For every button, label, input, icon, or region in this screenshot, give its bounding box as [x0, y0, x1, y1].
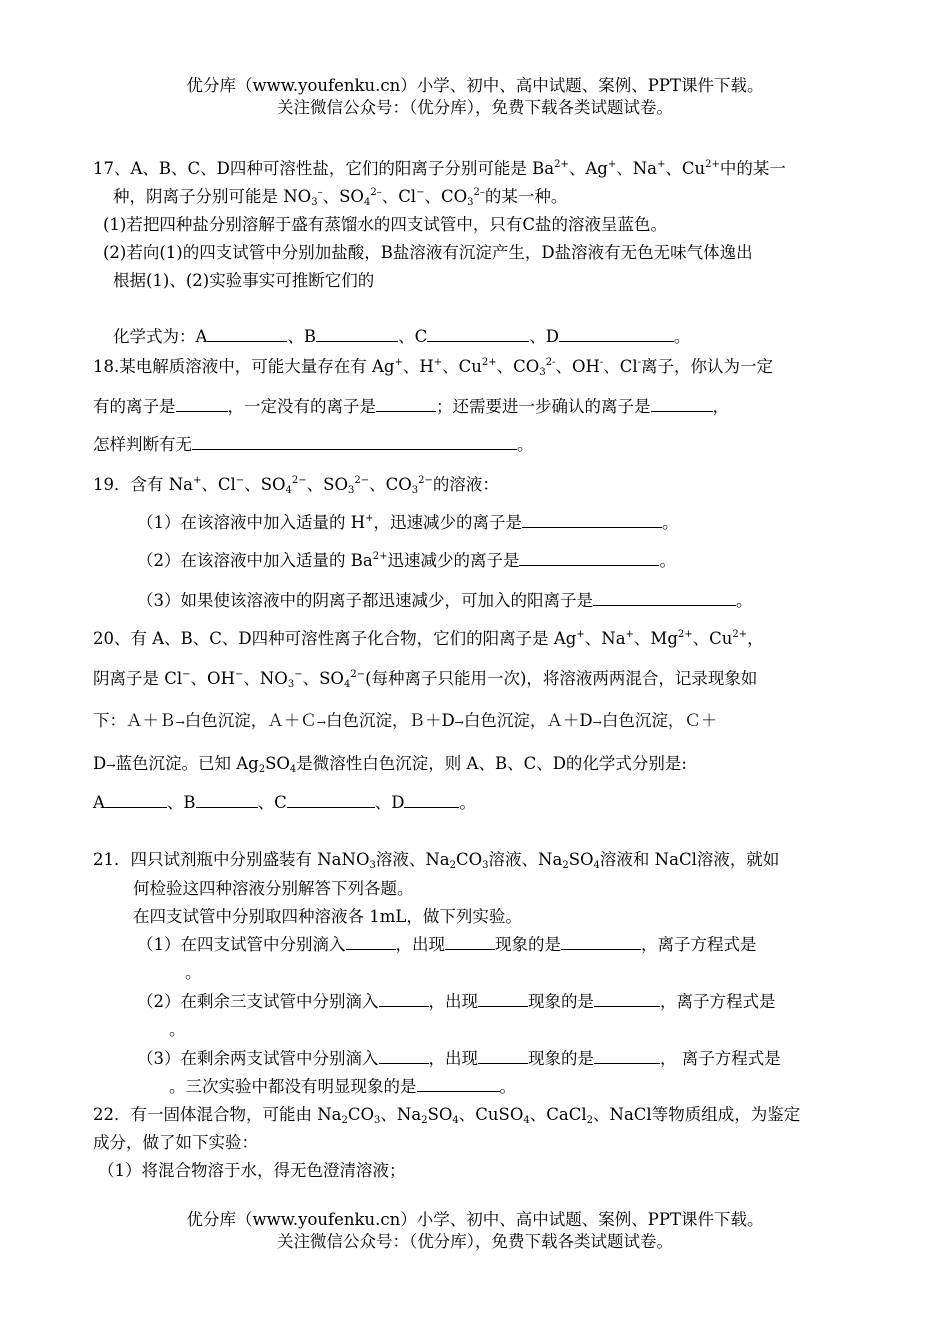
q21-blank-3c[interactable]: [594, 1048, 660, 1064]
q22-line-1: 22．有一固体混合物，可能由 $Na_2CO_3$、$Na_2SO_4$、CuSO$_4$、CaCl$_2$、NaCl等物质组成，为鉴定: [93, 1105, 801, 1126]
q19-sub-3: （3）如果使该溶液中的阴离子都迅速减少，可加入的阳离子是 。: [137, 591, 753, 610]
q21-sub-2: （2）在剩余三支试管中分别滴入 ，出现 现象的是 ，离子方程式是: [137, 992, 776, 1011]
q20-line-4: D→蓝色沉淀。已知 $Ag_2SO_4$是微溶性白色沉淀，则 A、B、C、D的化学式分别是:: [93, 754, 687, 775]
q18-line-3: 怎样判断有无 。: [93, 435, 534, 454]
q21-sub-3: （3）在剩余两支试管中分别滴入 ，出现 现象的是 ， 离子方程式是: [137, 1049, 781, 1068]
q17-line-4: (2)若向(1)的四支试管中分别加盐酸，B盐溶液有沉淀产生，D盐溶液有无色无味气体逸出: [103, 243, 753, 262]
q19-stem: 19．含有 Na+、Cl−、$SO_4^{2-}$、$SO_3^{2-}$、$CO_3^{2-}$的溶液：: [93, 475, 499, 496]
q17-answer-line: 化学式为：A 、B 、C 、D 。: [113, 327, 691, 346]
q19-blank-2[interactable]: [519, 550, 659, 566]
arrow-icon: →: [106, 759, 116, 772]
q17-line-3: (1)若把四种盐分别溶解于盛有蒸馏水的四支试管中，只有C盐的溶液呈蓝色。: [103, 215, 667, 234]
q18-blank-confirm[interactable]: [651, 396, 713, 412]
q17-line-5: 根据(1)、(2)实验事实可推断它们的: [113, 271, 375, 290]
q19-blank-3[interactable]: [593, 590, 736, 606]
q17-blank-b[interactable]: [316, 326, 398, 342]
q19-blank-1[interactable]: [522, 512, 662, 528]
q17-blank-a[interactable]: [207, 326, 287, 342]
footer-line-1: 优分库（www.youfenku.cn）小学、初中、高中试题、案例、PPT课件下载。: [186, 1210, 764, 1229]
q20-blank-d[interactable]: [404, 792, 459, 808]
q21-blank-1b[interactable]: [445, 934, 495, 950]
q21-blank-2c[interactable]: [594, 991, 660, 1007]
q21-blank-1a[interactable]: [346, 934, 396, 950]
q17-blank-c[interactable]: [427, 326, 529, 342]
q20-blank-a[interactable]: [105, 792, 167, 808]
q20-blank-b[interactable]: [196, 792, 258, 808]
q18-blank-method[interactable]: [192, 434, 517, 450]
q22-line-3: （1）将混合物溶于水，得无色澄清溶液；: [98, 1161, 406, 1180]
q18-blank-must[interactable]: [176, 396, 228, 412]
arrow-icon: →: [454, 716, 464, 729]
q19-sub-1: （1）在该溶液中加入适量的 H+，迅速减少的离子是 。: [137, 513, 679, 532]
q18-blank-must-not[interactable]: [376, 396, 436, 412]
arrow-icon: →: [592, 716, 602, 729]
q20-blank-c[interactable]: [287, 792, 375, 808]
q17-blank-d[interactable]: [559, 326, 674, 342]
q21-sub-1-end: 。: [185, 963, 202, 982]
q21-sub-2-end: 。: [169, 1020, 186, 1039]
q21-sub-1: （1）在四支试管中分别滴入 ，出现 现象的是 ，离子方程式是: [137, 935, 757, 954]
header-line-1: 优分库（www.youfenku.cn）小学、初中、高中试题、案例、PPT课件下载。: [186, 76, 764, 95]
q21-line-2: 何检验这四种溶液分别解答下列各题。: [133, 879, 414, 898]
footer-line-2: 关注微信公众号：（优分库），免费下载各类试题试卷。: [277, 1232, 673, 1251]
arrow-icon: →: [316, 716, 326, 729]
q22-line-2: 成分，做了如下实验：: [93, 1133, 258, 1152]
q20-answer-line: A 、B 、C 、D 。: [93, 793, 476, 812]
q21-line-1: 21．四只试剂瓶中分别盛装有 NaNO$_3$溶液、$Na_2CO_3$溶液、$Na_2SO_4$溶液和 NaCl溶液，就如: [93, 850, 780, 871]
q21-sub-3-line-2: 。三次实验中都没有明显现象的是 。: [169, 1077, 516, 1096]
q17-line-1: 17、A、B、C、D四种可溶性盐，它们的阳离子分别可能是 $Ba^{2+}$、Ag+、Na+、$Cu^{2+}$中的某一: [93, 159, 786, 178]
q21-line-3: 在四支试管中分别取四种溶液各 1mL，做下列实验。: [133, 907, 522, 926]
q20-line-3: 下：Ａ＋Ｂ→白色沉淀，Ａ＋Ｃ→白色沉淀，Ｂ＋D→白色沉淀，Ａ＋D→白色沉淀，Ｃ＋: [93, 711, 718, 730]
arrow-icon: →: [175, 716, 185, 729]
q20-line-1: 20、有 A、B、C、D四种可溶性离子化合物，它们的阳离子是 Ag+、Na+、$Mg^{2+}$、$Cu^{2+}$，: [93, 629, 764, 648]
q21-blank-none[interactable]: [417, 1076, 500, 1092]
q21-blank-1c[interactable]: [561, 934, 641, 950]
header-line-2: 关注微信公众号：（优分库），免费下载各类试题试卷。: [277, 98, 673, 117]
q18-line-1: 18.某电解质溶液中，可能大量存在有 Ag+、H+、$Cu^{2+}$、$CO_3^{2-}$、OH-、Cl-离子，你认为一定: [93, 357, 774, 378]
q20-line-2: 阴离子是 Cl−、OH−、$NO_3^-$、$SO_4^{2-}$(每种离子只能用一次)，将溶液两两混合，记录现象如: [93, 669, 758, 690]
q18-line-2: 有的离子是 ，一定没有的离子是 ；还需要进一步确认的离子是 ，: [93, 397, 729, 416]
q17-line-2: 种，阴离子分别可能是 $NO_3^-$、$SO_4^{2-}$、Cl−、$CO_3^{2-}$的某一种。: [113, 187, 568, 208]
q21-blank-2b[interactable]: [478, 991, 528, 1007]
q19-sub-2: （2）在该溶液中加入适量的 $Ba^{2+}$迅速减少的离子是 。: [137, 551, 676, 570]
q21-blank-3a[interactable]: [379, 1048, 429, 1064]
q21-blank-2a[interactable]: [379, 991, 429, 1007]
q21-blank-3b[interactable]: [478, 1048, 528, 1064]
